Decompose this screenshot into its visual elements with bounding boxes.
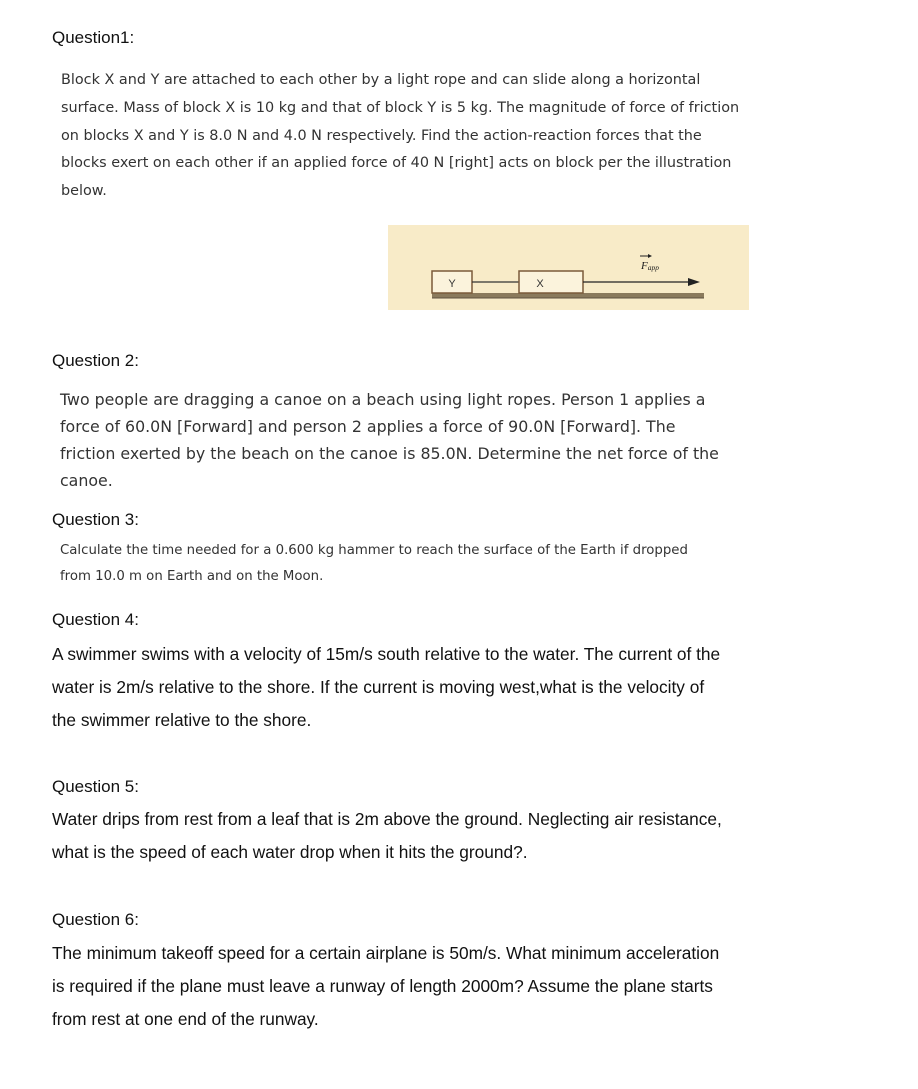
force-subscript: app: [647, 263, 659, 272]
question-1-heading: Question1:: [52, 28, 135, 47]
block-y-label: Y: [448, 278, 456, 290]
question-2-text: [60, 386, 760, 494]
question-6-line: is required if the plane must leave a runway of length 2000m? Assume the plane starts: [52, 976, 713, 996]
block-x-label: X: [536, 278, 544, 290]
question-6-line: from rest at one end of the runway.: [52, 1009, 319, 1029]
question-3-line: from 10.0 m on Earth and on the Moon.: [60, 569, 324, 584]
force-symbol: F: [641, 260, 648, 272]
question-4-line: A swimmer swims with a velocity of 15m/s south relative to the water. The current of the: [52, 644, 721, 664]
question-2-heading: Question 2:: [52, 351, 139, 370]
question-6-line: The minimum takeoff speed for a certain airplane is 50m/s. What minimum acceleration: [52, 943, 720, 963]
question-5-text: [52, 803, 822, 869]
blocks-diagram-svg: [388, 225, 749, 310]
question-1-line: below.: [61, 183, 107, 200]
question-2-line: Two people are dragging a canoe on a beach using light ropes. Person 1 applies a: [60, 390, 706, 409]
question-3-heading: Question 3:: [52, 510, 139, 529]
question-1-line: blocks exert on each other if an applied force of 40 N [right] acts on block per the illustration: [61, 155, 732, 172]
question-4-heading: Question 4:: [52, 610, 139, 629]
applied-force-arrowhead: [688, 278, 700, 286]
question-4-text: [52, 638, 822, 737]
question-1-text: [61, 67, 781, 206]
question-3-line: Calculate the time needed for a 0.600 kg hammer to reach the surface of the Earth if dropped: [60, 543, 688, 558]
question-5-heading: Question 5:: [52, 777, 139, 796]
block-x: [519, 271, 583, 293]
question-1-line: surface. Mass of block X is 10 kg and that of block Y is 5 kg. The magnitude of force of friction: [61, 99, 740, 116]
force-vector-arrowhead: [648, 254, 652, 258]
question-5-line: Water drips from rest from a leaf that is 2m above the ground. Neglecting air resistance,: [52, 809, 722, 829]
question-3-text: [60, 538, 760, 590]
question-4-line: the swimmer relative to the shore.: [52, 710, 312, 730]
question-2-line: force of 60.0N [Forward] and person 2 applies a force of 90.0N [Forward]. The: [60, 417, 676, 436]
question-6-text: [52, 937, 822, 1036]
force-label: [640, 260, 659, 272]
question-6-heading: Question 6:: [52, 910, 139, 929]
question-2-line: canoe.: [60, 471, 113, 490]
question-2-line: friction exerted by the beach on the canoe is 85.0N. Determine the net force of the: [60, 444, 719, 463]
blocks-diagram: [388, 225, 749, 310]
question-1-line: on blocks X and Y is 8.0 N and 4.0 N respectively. Find the action-reaction forces that the: [61, 127, 702, 144]
question-4-line: water is 2m/s relative to the shore. If the current is moving west,what is the velocity of: [52, 677, 705, 697]
question-1-line: Block X and Y are attached to each other by a light rope and can slide along a horizontal: [61, 72, 701, 88]
question-5-line: what is the speed of each water drop when it hits the ground?.: [52, 842, 528, 862]
